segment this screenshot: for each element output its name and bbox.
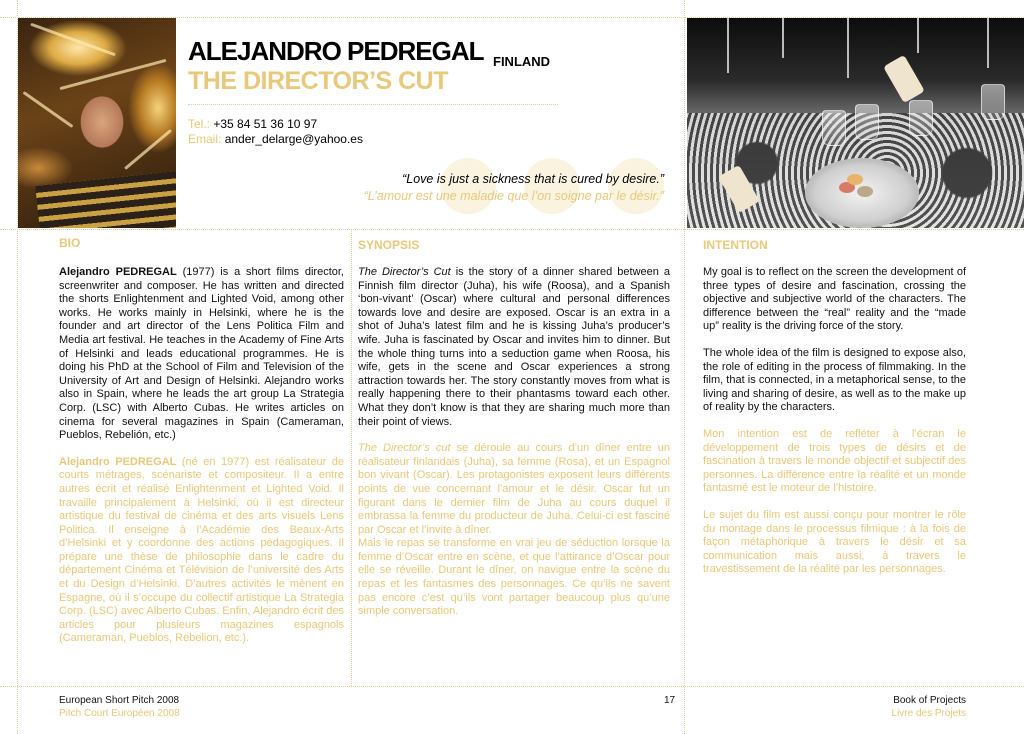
intention-column xyxy=(703,266,966,590)
bio-heading: BIO xyxy=(59,236,81,250)
bio-french xyxy=(59,456,344,646)
footer-rule xyxy=(0,686,1024,687)
footer-book-en: Book of Projects xyxy=(893,695,966,706)
synopsis-english xyxy=(358,266,670,429)
email-label: Email: xyxy=(188,132,222,146)
intention-french-1: Mon intention est de refléter à l’écran le développement de trois types de désirs et de fascination à travers le monde objectif et subjectif des personnes. La différence entre la réalité et un monde fantasmé est le moteur de l’histoire. xyxy=(703,427,966,495)
decor-circle xyxy=(440,158,496,214)
synopsis-text-en: is the story of a dinner shared between a Finnish film director (Juha), his wife (Roosa), and a Spanish ‘bon-vivant’ (Oscar) where cultural and personal differences towards love and desire are exposed. Oscar is an extra in a shot of Juha’s latest film and he is kissing Juha’s producer’s wife. Juha is fascinated by Oscar and invites him to dinner. But the whole thing turns into a seduction game when Roosa, his wife, gets in the scene and Oscar experiences a strong attraction towards her. The story constantly moves from what is really happening there to their phantasms toward each other. What they don’t know is that they are sharing much more than their point of views. xyxy=(358,266,670,428)
email-address[interactable]: ander_delarge@yahoo.es xyxy=(224,132,363,146)
synopsis-column xyxy=(358,266,670,632)
phone-line xyxy=(188,117,317,131)
footer-event-en: European Short Pitch 2008 xyxy=(59,695,180,706)
phone-label: Tel.: xyxy=(188,117,211,131)
synopsis-french-2: Mais le repas se transforme en vrai jeu de séduction lorsque la femme d’Oscar entre en scène, et que l’attirance d’Oscar pour elle se réveille. Durant le dîner, on navigue entre la scène du repas et les fantasmes des personnages. Ce qu’ils ne savent pas encore c’est qu’ils vont partager beaucoup plus qu’une simple conversation. xyxy=(358,537,670,618)
synopsis-heading: SYNOPSIS xyxy=(358,238,420,252)
director-name: ALEJANDRO PEDREGAL xyxy=(188,36,484,66)
column-rule-1 xyxy=(351,229,352,686)
title-rule xyxy=(188,104,558,105)
intention-heading: INTENTION xyxy=(703,238,768,252)
country-label: FINLAND xyxy=(493,54,551,69)
synopsis-french-1 xyxy=(358,442,670,537)
bio-name-en: Alejandro PEDREGAL xyxy=(59,266,177,278)
synopsis-title-en: The Director’s Cut xyxy=(358,266,451,278)
film-title: THE DIRECTOR’S CUT xyxy=(188,67,448,95)
dinner-table-photo xyxy=(687,18,1024,228)
column-rule-2 xyxy=(684,0,685,734)
email-line xyxy=(188,132,363,146)
footer-right xyxy=(892,694,966,720)
synopsis-title-fr: The Director’s cut xyxy=(358,442,451,455)
header-rule xyxy=(0,229,1024,230)
footer-event-fr: Pitch Court Européen 2008 xyxy=(59,708,180,719)
intention-french-2: Le sujet du film est aussi conçu pour montrer le rôle du montage dans le processus filmique : à la fois de façon métaphorique à travers le désir et sa communication mais aussi, à travers le travestissement de la réalité par les personnages. xyxy=(703,508,966,576)
footer-book-fr: Livre des Projets xyxy=(891,708,966,719)
quote-french: “L’amour est une maladie que l’on soigne par le désir.” xyxy=(363,189,664,203)
bio-column xyxy=(59,266,344,659)
intention-english-1: My goal is to reflect on the screen the development of three types of desire and fascination, crossing the objective and subjective world of the characters. The difference between the “real” reality and the “made up” reality is the driving force of the story. xyxy=(703,266,966,333)
bio-text-en: (1977) is a short films director, screenwriter and composer. He has written and directed the shorts Enlightenment and Lighted Void, among other works. He works mainly in Helsinki, where he is the founder and art director of the Lens Politica Film and Media art festival. He teaches in the Academy of Fine Arts of Helsinki and leads educational programmes. He is doing his PhD at the School of Film and Television of the University of Art and Design of Helsinki. Alejandro works also in Spain, where he leads the art group La Strategia Corp. (LSC) with Alberto Cubas. He writes articles on cinema for several magazines in Spain (Cameraman, Pueblos, Rebelión, etc.) xyxy=(59,266,344,442)
bio-name-fr: Alejandro PEDREGAL xyxy=(59,455,177,468)
synopsis-text-fr-1: se déroule au cours d’un dîner entre un réalisateur finlandais (Juha), sa femme (Rosa), et un Espagnol bon vivant (Oscar). Les protagonistes exposent leurs différents points de vue concernant l’amour et le désir. Oscar fut un figurant dans le dernier film de Juha au cours duquel il embrassa la femme du producteur de Juha. Celui-ci est fasciné par Oscar et l’invite à dîner. xyxy=(358,442,671,536)
intention-english-2: The whole idea of the film is designed to expose also, the role of editing in the process of filmmaking. In the film, that is connected, in a metaphorical sense, to the living and sharing of desire, as well as to the make up of reality by the characters. xyxy=(703,346,966,414)
bio-text-fr: (né en 1977) est réalisateur de courts métrages, scénariste et compositeur. Il a entre autres écrit et réalisé Enlightenment et Lighted Void. Il travaille principalement à Helsinki, où il est directeur artistique du festival de cinéma et des arts visuels Lens Politica. Il enseigne à l’Académie des Beaux-Arts d’Helsinki et y coordonne des actions pédagogiques. Il prépare une thèse de philosophie dans le cadre du département Cinéma et Télévision de l’université des Arts et du Design d’Helsinki. D’autres activités le mènent en Espagne, où il s’occupe du collectif artistique La Strategia Corp. (LSC) avec Alberto Cubas. Enfin, Alejandro écrit des articles pour plusieurs magazines espagnols (Cameraman, Pueblos, Rebelion, etc.). xyxy=(59,455,345,645)
bio-english xyxy=(59,266,344,443)
page-number: 17 xyxy=(664,695,676,706)
footer-left xyxy=(59,694,180,720)
decor-circle xyxy=(524,158,580,214)
director-portrait-photo xyxy=(18,18,176,228)
phone-number: +35 84 51 36 10 97 xyxy=(213,117,318,131)
quote-english: “Love is just a sickness that is cured by desire.” xyxy=(402,172,664,186)
decor-circle xyxy=(608,158,664,214)
